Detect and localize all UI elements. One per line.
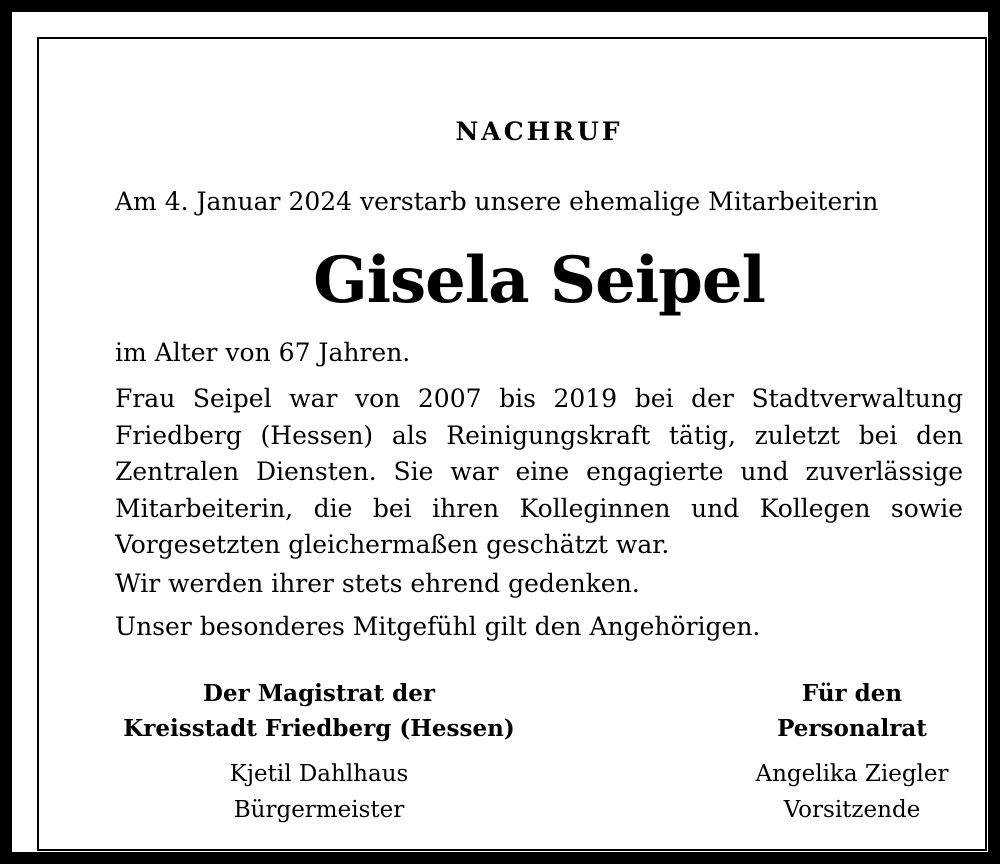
inner-border	[37, 37, 987, 851]
intro-text: Am 4. Januar 2024 verstarb unsere ehemalige Mitarbeiterin	[115, 187, 879, 216]
signature-org-line1: Der Magistrat der	[203, 680, 435, 707]
signature-name: Angelika Ziegler	[755, 761, 949, 787]
signature-org-line2: Personalrat	[777, 715, 927, 742]
signature-magistrat	[99, 676, 539, 828]
remembrance-text: Wir werden ihrer stets ehrend gedenken.	[115, 569, 640, 598]
signature-name: Kjetil Dahlhaus	[229, 761, 409, 787]
notice-header: NACHRUF	[455, 117, 623, 146]
sympathy-text: Unser besonderes Mitgefühl gilt den Angehörigen.	[115, 612, 761, 641]
deceased-name: Gisela Seipel	[313, 243, 765, 318]
signature-role: Vorsitzende	[783, 797, 921, 823]
age-text: im Alter von 67 Jahren.	[115, 338, 411, 367]
signature-role: Bürgermeister	[233, 797, 405, 823]
signature-org-line1: Für den	[801, 680, 903, 707]
signature-personalrat	[689, 676, 1000, 828]
biography-paragraph: Frau Seipel war von 2007 bis 2019 bei der Stadtverwaltung Friedberg (Hessen) als Reinigungskraft tätig, zuletzt bei den Zentralen Diensten. Sie war eine engagierte und zuverlässige Mitarbeiterin, die bei ihren Kolleginnen und Kollegen sowie Vorgesetzten gleichermaßen geschätzt war.	[115, 384, 963, 559]
signature-org-line2: Kreisstadt Friedberg (Hessen)	[123, 715, 515, 742]
